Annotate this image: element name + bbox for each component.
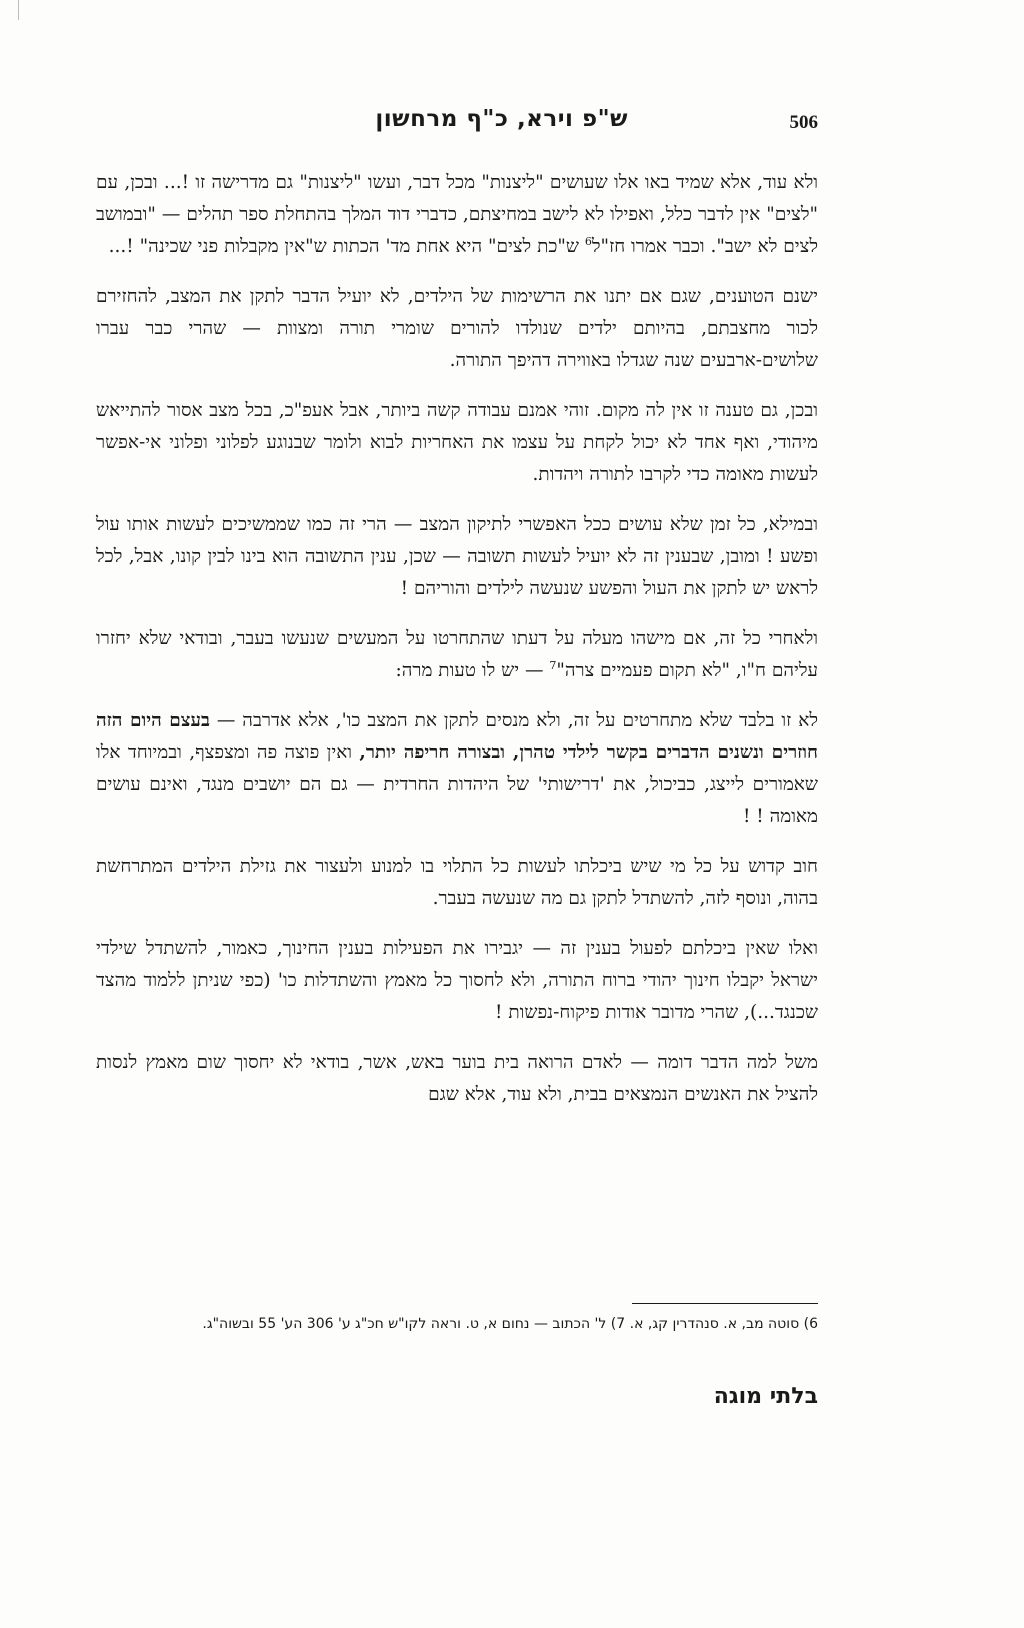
paragraph-5-text: ולאחרי כל זה, אם מישהו מעלה על דעתו שהתחרטו על המעשים שנעשו בעבר, ובודאי שלא יחזרו עליהם ח"ו, "לא תקום פעמיים צרה" [96, 628, 818, 681]
paragraph-5 [96, 623, 818, 687]
footnote-ref-7: 7 [549, 658, 557, 672]
footnote-ref-6: 6 [584, 234, 592, 248]
paragraph-1 [96, 167, 818, 263]
paragraph-8: ואלו שאין ביכלתם לפעול בענין זה — יגבירו את הפעילות בענין החינוך, כאמור, להשתדל שילדי ישראל יקבלו חינוך יהודי ברוח התורה, ולא לחסוך כל מאמץ והשתדלות כו' (כפי שניתן ללמוד מהצד שכנגד...), שהרי מדובר אודות פיקוח-נפשות ! [96, 938, 818, 1023]
paragraph-6-rest: ואין פוצה פה ומצפצף, ובמיוחד אלו שאמורים לייצג, כביכול, את 'דרישותי' של היהדות החרדית — גם הם יושבים מנגד, ואינם עושים מאומה ! ! [96, 742, 818, 827]
paragraph-5-tail: — יש לו טעות מרה: [395, 660, 550, 681]
paragraph-4: ובמילא, כל זמן שלא עושים ככל האפשרי לתיקון המצב — הרי זה כמו שממשיכים לעשות אותו עול ופשע ! ומובן, שבענין זה לא יועיל לעשות תשובה — שכן, ענין התשובה הוא בינו לבין קונו, אבל, לכל לראש יש לתקן את העול והפשע שנעשה לילדים והוריהם ! [96, 514, 818, 599]
paragraph-2: ישנם הטוענים, שגם אם יתנו את הרשימות של הילדים, לא יועיל הדבר לתקן את המצב, להחזירם לכור מחצבתם, בהיותם ילדים שנולדו להורים שומרי תורה ומצוות — שהרי כבר עברו שלושים-ארבעים שנה שגדלו באווירה דהיפך התורה. [96, 286, 818, 371]
paragraph-9: משל למה הדבר דומה — לאדם הרואה בית בוער באש, אשר, בודאי לא יחסוך שום מאמץ לנסות להציל את האנשים הנמצאים בבית, ולא עוד, אלא שגם [96, 1052, 818, 1105]
running-title: ש"פ וירא, כ"ף מרחשון [375, 106, 628, 132]
body-text [96, 167, 818, 1129]
page-number: 506 [789, 112, 818, 133]
footer-label: בלתי מוגה [713, 1384, 818, 1409]
paragraph-6-text: לא זו בלבד שלא מתחרטים על זה, ולא מנסים לתקן את המצב כו', אלא אדרבה — [216, 710, 818, 731]
paragraph-3: ובכן, גם טענה זו אין לה מקום. זוהי אמנם עבודה קשה ביותר, אבל אעפ"כ, בכל מצב אסור להתייאש מיהודי, ואף אחד לא יכול לקחת על עצמו את האחריות לבוא ולומר שבנוגע לפלוני ופלוני אי-אפשר לעשות מאומה כדי לקרבו לתורה ויהדות. [96, 400, 818, 485]
paragraph-1-text: ולא עוד, אלא שמיד באו אלו שעושים "ליצנות" מכל דבר, ועשו "ליצנות" גם מדרישה זו !... ובכן, עם "לצים" אין לדבר כלל, ואפילו לא לישב במחיצתם, כדברי דוד המלך בהתחלת ספר תהלים — "ובמושב לצים לא ישב". וכבר אמרו חז"ל [96, 172, 818, 257]
footnote-divider [632, 1303, 818, 1304]
scan-edge-mark [18, 0, 19, 20]
paragraph-1-tail: ש"כת לצים" היא אחת מד' הכתות ש"אין מקבלות פני שכינה" !... [108, 236, 585, 257]
footnotes: 6) סוטה מב, א. סנהדרין קג, א. 7) ל' הכתוב — נחום א, ט. וראה לקו"ש חכ"ג ע' 306 הע' 55 ובשוה"ג. [202, 1316, 818, 1332]
paragraph-7: חוב קדוש על כל מי שיש ביכלתו לעשות כל התלוי בו למנוע ולעצור את גזילת הילדים המתרחשת בהוה, ונוסף לזה, להשתדל לתקן גם מה שנעשה בעבר. [96, 856, 818, 909]
paragraph-6-bold: בעצם היום הזה חוזרים ונשנים הדברים בקשר לילדי טהרן, ובצורה חריפה יותר, [96, 710, 818, 763]
paragraph-6 [96, 705, 818, 833]
page-header [100, 106, 818, 146]
